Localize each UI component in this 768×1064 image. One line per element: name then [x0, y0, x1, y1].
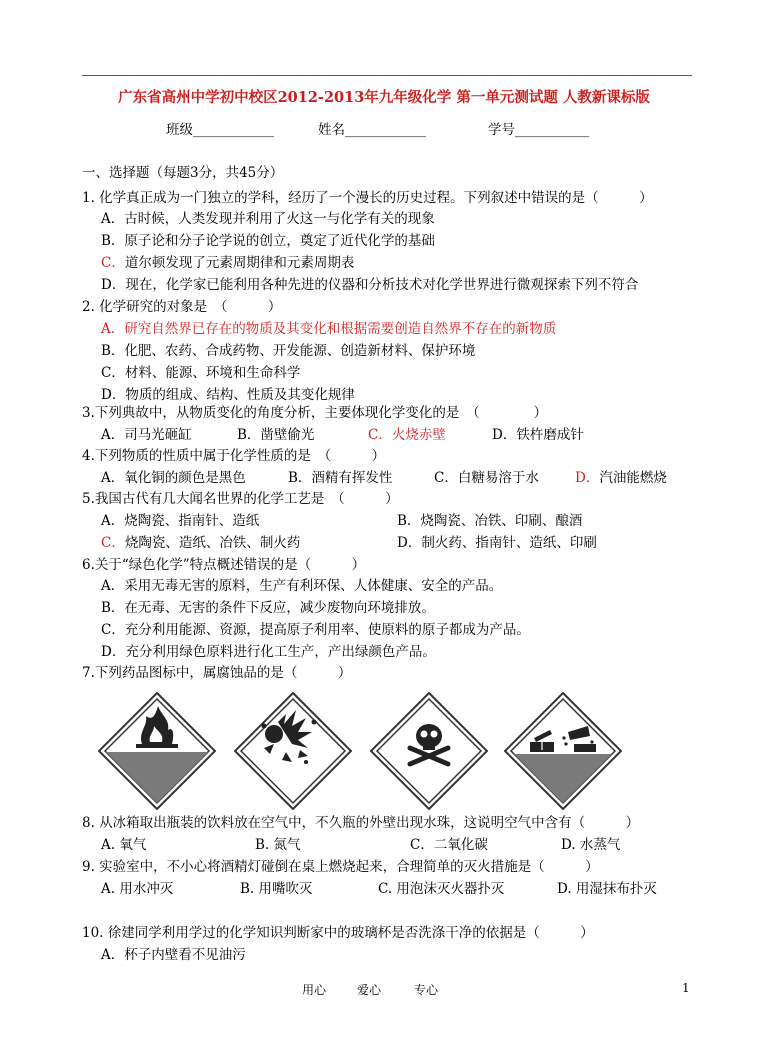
footer-text-3: 专心: [414, 983, 439, 997]
question-3-stem: 3.下列典故中，从物质变化的角度分析，主要体现化学变化的是 （ ）: [82, 405, 548, 421]
question-5-option-c: [101, 534, 300, 552]
question-8-option-c: C．二氧化碳: [410, 837, 488, 853]
explosive-hazard-symbol: [234, 692, 352, 810]
question-1-option-c-text: 道尔顿发现了元素周期律和元素周期表: [124, 255, 355, 271]
question-9-option-c: C. 用泡沫灭火器扑灭: [378, 881, 505, 897]
question-2-option-d: D．物质的组成、结构、性质及其变化规律: [101, 387, 355, 403]
question-3-option-d: D．铁杵磨成针: [492, 427, 584, 443]
section-heading: 一、选择题（每题3分，共45分）: [82, 165, 284, 181]
question-8-stem: 8. 从冰箱取出瓶装的饮料放在空气中，不久瓶的外壁出现水珠，这说明空气中含有（ ）: [82, 815, 640, 831]
question-1-option-c: [101, 254, 354, 272]
question-5-option-c-text: 烧陶瓷、造纸、冶铁、制火药: [124, 535, 301, 551]
question-2-stem: 2. 化学研究的对象是 （ ）: [82, 299, 282, 315]
question-2-option-b: B．化肥、农药、合成药物、开发能源、创造新材料、保护环境: [101, 343, 476, 359]
corrosive-hazard-symbol: [504, 692, 622, 810]
question-4-option-d-text: 汽油能燃烧: [599, 470, 667, 486]
question-4-option-d-letter: D．: [575, 470, 600, 486]
question-9-option-d: D. 用湿抹布扑灭: [557, 881, 657, 897]
page-number: 1: [682, 981, 690, 995]
question-8-option-b: B. 氮气: [255, 837, 301, 853]
question-9-stem: 9. 实验室中，不小心将酒精灯碰倒在桌上燃烧起来，合理简单的灭火措施是（ ）: [82, 859, 599, 875]
question-8-option-a: A. 氧气: [101, 837, 147, 853]
footer-text-2: 爱心: [357, 983, 382, 997]
question-6-option-a: A．采用无毒无害的原料，生产有利环保、人体健康、安全的产品。: [101, 578, 503, 594]
question-6-option-c: C．充分利用能源、资源，提高原子利用率、使原料的原子都成为产品。: [101, 622, 530, 638]
question-4-option-c: C．白糖易溶于水: [434, 470, 539, 486]
question-1-stem: 1. 化学真正成为一门独立的学科，经历了一个漫长的历史过程。下列叙述中错误的是（ ）: [82, 190, 653, 206]
student-id-field-label: 学号___________: [488, 122, 590, 138]
question-9-option-a: A. 用水冲灭: [101, 881, 174, 897]
question-1-option-b: B．原子论和分子论学说的创立，奠定了近代化学的基础: [101, 233, 435, 249]
question-2-option-c: C．材料、能源、环境和生命科学: [101, 365, 301, 381]
question-7-stem: 7.下列药品图标中，属腐蚀品的是（ ）: [82, 665, 352, 681]
question-3-option-c: C．火烧赤壁: [368, 427, 446, 443]
question-5-option-b: B．烧陶瓷、冶铁、印刷、酿酒: [397, 513, 583, 529]
question-10-stem: 10. 徐建同学利用学过的化学知识判断家中的玻璃杯是否洗涤干净的依据是（ ）: [82, 925, 594, 941]
question-6-stem: 6.关于“绿色化学”特点概述错误的是（ ）: [82, 557, 366, 573]
toxic-hazard-symbol: [370, 692, 488, 810]
question-6-option-b: B．在无毒、无害的条件下反应，减少废物向环境排放。: [101, 600, 435, 616]
question-4-option-d: [575, 469, 667, 487]
question-10-option-a: A．杯子内壁看不见油污: [101, 947, 246, 963]
question-3-option-a: A．司马光砸缸: [101, 427, 192, 443]
header-rule: [82, 75, 692, 76]
question-5-option-a: A．烧陶瓷、指南针、造纸: [101, 513, 260, 529]
question-5-option-c-letter: C．: [101, 535, 125, 551]
question-1-option-a: A．古时候，人类发现并利用了火这一与化学有关的现象: [101, 211, 435, 227]
question-2-option-a: A．研究自然界已存在的物质及其变化和根据需要创造自然界不存在的新物质: [101, 321, 557, 337]
flammable-hazard-symbol: [98, 692, 216, 810]
class-field-label: 班级____________: [166, 122, 274, 138]
footer-text-1: 用心: [302, 983, 327, 997]
question-4-option-a: A．氧化铜的颜色是黑色: [101, 470, 246, 486]
question-9-option-b: B. 用嘴吹灭: [240, 881, 313, 897]
question-3-option-b: B．凿壁偷光: [237, 427, 315, 443]
question-1-option-c-letter: C．: [101, 255, 125, 271]
question-5-option-d: D．制火药、指南针、造纸、印刷: [397, 535, 597, 551]
page-title: 广东省高州中学初中校区2012-2013年九年级化学 第一单元测试题 人教新课标版: [118, 89, 650, 106]
question-8-option-d: D. 水蒸气: [561, 837, 621, 853]
question-6-option-d: D．充分利用绿色原料进行化工生产，产出绿颜色产品。: [101, 644, 436, 660]
question-4-option-b: B．酒精有挥发性: [288, 470, 393, 486]
question-4-stem: 4.下列物质的性质中属于化学性质的是 （ ）: [82, 448, 386, 464]
question-1-option-d: D．现在，化学家已能利用各种先进的仪器和分析技术对化学世界进行微观探索下列不符合: [101, 277, 639, 293]
question-5-stem: 5.我国古代有几大闻名世界的化学工艺是 （ ）: [82, 491, 399, 507]
name-field-label: 姓名____________: [318, 122, 426, 138]
